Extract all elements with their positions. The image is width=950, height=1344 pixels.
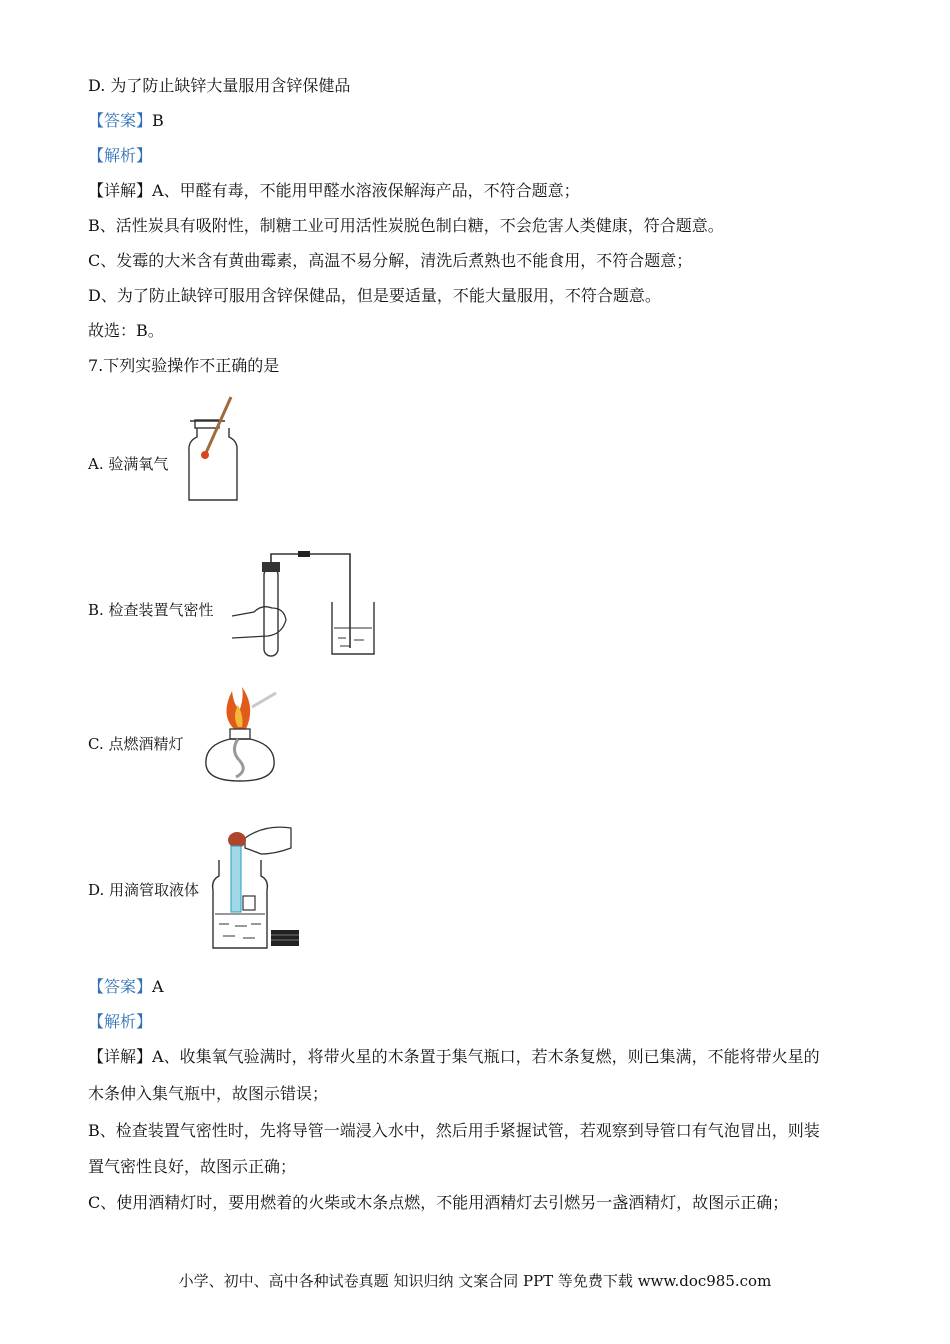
airtightness-apparatus-figure: [228, 548, 388, 660]
detail-tag: 【详解】: [88, 181, 153, 200]
dropper-figure: [205, 820, 305, 952]
choose-text: 故选：B。: [88, 321, 164, 340]
detail-a-text: A、甲醛有毒，不能用甲醛水溶液保解海产品，不符合题意；: [152, 181, 580, 200]
q7-detail-a1-text: A、收集氧气验满时，将带火星的木条置于集气瓶口，若木条复燃，则已集满，不能将带火星的: [152, 1047, 820, 1066]
alcohol-lamp-figure: [200, 685, 280, 787]
detail-a-line: [88, 181, 580, 201]
answer-value: B: [152, 111, 164, 130]
q7-answer-line: [88, 977, 164, 997]
question-7-stem: 7.下列实验操作不正确的是: [88, 356, 280, 375]
q7-analysis-tag: 【解析】: [88, 1012, 153, 1031]
q7-detail-a-line1: [88, 1047, 820, 1067]
analysis-tag: 【解析】: [88, 146, 153, 165]
q7-detail-b-line2: 置气密性良好，故图示正确；: [88, 1157, 297, 1176]
detail-c-text: C、发霉的大米含有黄曲霉素，高温不易分解，清洗后煮熟也不能食用，不符合题意；: [88, 251, 693, 270]
page-footer: 小学、初中、高中各种试卷真题 知识归纳 文案合同 PPT 等免费下载 www.doc985.com: [178, 1272, 772, 1290]
q7-answer-value: A: [152, 977, 164, 996]
option-c-label: C. 点燃酒精灯: [88, 735, 184, 753]
answer-line: [88, 111, 164, 131]
q7-detail-tag: 【详解】: [88, 1047, 153, 1066]
q7-detail-a-line2: 木条伸入集气瓶中，故图示错误；: [88, 1084, 329, 1103]
detail-b-text: B、活性炭具有吸附性，制糖工业可用活性炭脱色制白糖，不会危害人类健康，符合题意。: [88, 216, 724, 235]
q7-detail-c-text: C、使用酒精灯时，要用燃着的火柴或木条点燃，不能用酒精灯去引燃另一盏酒精灯，故图示正确；: [88, 1193, 789, 1212]
option-d-text: D. 为了防止缺锌大量服用含锌保健品: [88, 76, 351, 95]
q7-detail-b-line1: B、检查装置气密性时，先将导管一端浸入水中，然后用手紧握试管，若观察到导管口有气泡冒出，则装: [88, 1121, 820, 1140]
option-d-label: D. 用滴管取液体: [88, 881, 200, 899]
option-a-label: A. 验满氧气: [88, 455, 169, 473]
option-b-label: B. 检查装置气密性: [88, 601, 214, 619]
detail-d-text: D、为了防止缺锌可服用含锌保健品，但是要适量，不能大量服用，不符合题意。: [88, 286, 661, 305]
q7-answer-tag: 【答案】: [88, 977, 153, 996]
gas-bottle-figure: [185, 395, 245, 505]
answer-tag: 【答案】: [88, 111, 153, 130]
